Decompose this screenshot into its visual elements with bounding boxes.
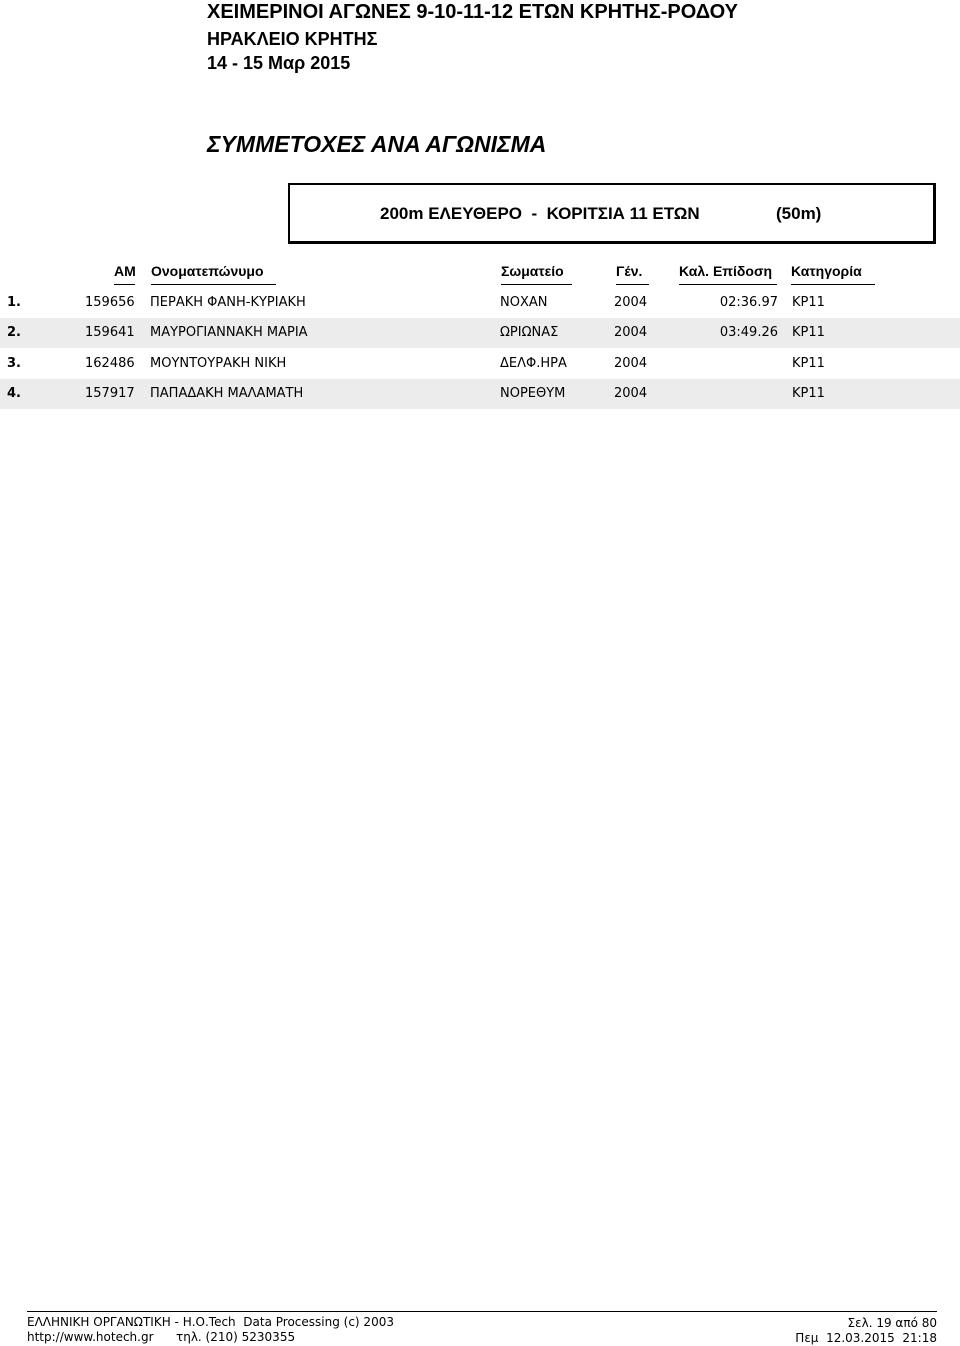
table-row: [0, 349, 960, 379]
underline-category: [791, 284, 875, 285]
col-category: Κατηγορία: [791, 263, 862, 279]
row-name: ΠΕΡΑΚΗ ΦΑΝΗ-ΚΥΡΙΑΚΗ: [150, 295, 306, 310]
footer-website[interactable]: http://www.hotech.gr: [27, 1330, 154, 1344]
table-row: [0, 288, 960, 318]
underline-club: [501, 284, 572, 285]
row-club: ΝΟΡΕΘΥΜ: [500, 386, 566, 401]
col-name: Ονοματεπώνυμο: [151, 263, 264, 279]
row-name: ΠΑΠΑΔΑΚΗ ΜΑΛΑΜΑΤΗ: [150, 386, 304, 401]
footer-page-number: Σελ. 19 από 80: [847, 1316, 937, 1330]
col-am: ΑΜ: [114, 263, 136, 279]
meet-title: ΧΕΙΜΕΡΙΝΟΙ ΑΓΩΝΕΣ 9-10-11-12 ΕΤΩΝ ΚΡΗΤΗΣ-ΡΟΔΟΥ: [207, 1, 738, 23]
row-name: ΜΟΥΝΤΟΥΡΑΚΗ ΝΙΚΗ: [150, 356, 287, 371]
meet-dates: 14 - 15 Μαρ 2015: [207, 53, 351, 73]
footer-print-date: Πεμ 12.03.2015 21:18: [795, 1331, 937, 1345]
underline-am: [114, 284, 135, 285]
row-time: 03:49.26: [719, 325, 778, 340]
meet-location: ΗΡΑΚΛΕΙΟ ΚΡΗΤΗΣ: [207, 29, 378, 49]
event-pool: (50m): [776, 204, 822, 223]
row-position: 3.: [7, 356, 21, 371]
table-row: [0, 379, 960, 409]
row-am: 159641: [85, 325, 135, 340]
footer-company: ΕΛΛΗΝΙΚΗ ΟΡΓΑΝΩΤΙΚΗ - Η.Ο.Tech Data Processing (c) 2003: [27, 1315, 394, 1329]
row-year: 2004: [614, 356, 648, 371]
row-club: ΩΡΙΩΝΑΣ: [500, 325, 559, 340]
row-category: ΚΡ11: [792, 325, 825, 340]
event-name: 200m ΕΛΕΥΘΕΡΟ - ΚΟΡΙΤΣΙΑ 11 ΕΤΩΝ: [380, 204, 700, 223]
col-time: Καλ. Επίδοση: [679, 263, 773, 279]
row-category: ΚΡ11: [792, 356, 825, 371]
col-year: Γέν.: [616, 263, 643, 279]
section-title: ΣΥΜΜΕΤΟΧΕΣ ΑΝΑ ΑΓΩΝΙΣΜΑ: [207, 131, 547, 157]
row-am: 162486: [85, 356, 135, 371]
underline-year: [616, 284, 649, 285]
row-club: ΔΕΛΦ.ΗΡΑ: [500, 356, 567, 371]
col-club: Σωματείο: [501, 263, 564, 279]
row-year: 2004: [614, 325, 648, 340]
footer-rule: [27, 1311, 937, 1312]
row-position: 2.: [7, 325, 21, 340]
underline-name: [151, 284, 276, 285]
row-am: 157917: [85, 386, 135, 401]
row-club: ΝΟΧΑΝ: [500, 295, 548, 310]
row-year: 2004: [614, 295, 648, 310]
table-row: [0, 318, 960, 348]
underline-time: [679, 284, 777, 285]
row-time: 02:36.97: [719, 295, 778, 310]
row-year: 2004: [614, 386, 648, 401]
footer-phone: τηλ. (210) 5230355: [176, 1330, 296, 1344]
row-position: 4.: [7, 386, 21, 401]
event-box: [288, 183, 936, 244]
row-am: 159656: [85, 295, 135, 310]
row-category: ΚΡ11: [792, 386, 825, 401]
row-category: ΚΡ11: [792, 295, 825, 310]
row-position: 1.: [7, 295, 21, 310]
row-name: ΜΑΥΡΟΓΙΑΝΝΑΚΗ ΜΑΡΙΑ: [150, 325, 308, 340]
